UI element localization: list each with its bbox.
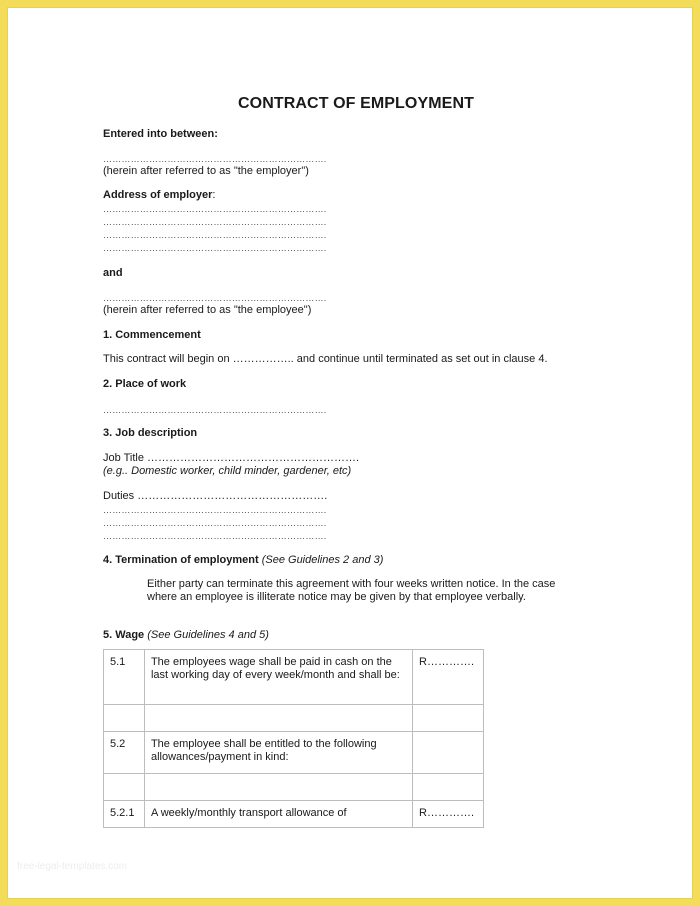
address-label: Address of employer (103, 189, 213, 201)
row-number: 5.2 (104, 732, 145, 774)
row-number (104, 705, 145, 732)
wage-ref: (See Guidelines 4 and 5) (147, 629, 269, 641)
row-amount: R…………. (413, 650, 484, 705)
employer-name-blank: ………………………………………………………………. (103, 154, 327, 164)
address-line-3: ………………………………………………………………. (103, 230, 327, 240)
commencement-heading: 1. Commencement (103, 329, 201, 341)
termination-heading: 4. Termination of employment (103, 554, 259, 566)
employer-note: (herein after referred to as "the employer") (103, 165, 309, 177)
employee-name-blank: ………………………………………………………………. (103, 293, 327, 303)
row-number: 5.2.1 (104, 801, 145, 828)
wage-heading: 5. Wage (103, 629, 145, 641)
job-example: (e.g.. Domestic worker, child minder, gardener, etc) (103, 465, 352, 477)
wage-heading-row (103, 629, 269, 642)
watermark-text: free-legal-templates.com (17, 861, 128, 872)
table-row (104, 732, 484, 774)
table-row (104, 650, 484, 705)
address-line-1: ………………………………………………………………. (103, 204, 327, 214)
entered-label: Entered into between: (103, 128, 218, 140)
employee-note: (herein after referred to as "the employee") (103, 304, 312, 316)
termination-ref: (See Guidelines 2 and 3) (261, 554, 384, 566)
wage-table (103, 649, 484, 828)
row-amount (413, 774, 484, 801)
address-label-row (103, 189, 215, 202)
address-colon: : (212, 189, 216, 201)
table-row (104, 705, 484, 732)
duties-line-3: ………………………………………………………………. (103, 531, 327, 541)
row-number: 5.1 (104, 650, 145, 705)
row-text: The employee shall be entitled to the following allowances/payment in kind: (144, 732, 412, 774)
job-title-line: Job Title …………………………………………………. (103, 452, 360, 464)
duties-line: Duties ……………………………………………. (103, 490, 328, 502)
duties-line-2: ………………………………………………………………. (103, 518, 327, 528)
place-heading: 2. Place of work (103, 378, 187, 390)
row-text: A weekly/monthly transport allowance of (144, 801, 412, 828)
row-text (144, 774, 412, 801)
document-title: CONTRACT OF EMPLOYMENT (238, 95, 474, 112)
commencement-text: This contract will begin on …………….. and continue until terminated as set out in clause 4. (103, 353, 548, 365)
and-label: and (103, 267, 123, 279)
address-line-2: ………………………………………………………………. (103, 217, 327, 227)
row-amount: R…………. (413, 801, 484, 828)
document-page (7, 7, 693, 899)
row-text (144, 705, 412, 732)
table-row (104, 801, 484, 828)
row-number (104, 774, 145, 801)
duties-line-1: ………………………………………………………………. (103, 505, 327, 515)
address-line-4: ………………………………………………………………. (103, 243, 327, 253)
place-blank: ………………………………………………………………. (103, 405, 327, 415)
row-text: The employees wage shall be paid in cash on the last working day of every week/month and shall be: (144, 650, 412, 705)
termination-text: Either party can terminate this agreement with four weeks written notice. In the case where an employee is illiterate notice may be given by that employee verbally. (147, 578, 556, 603)
job-heading: 3. Job description (103, 427, 198, 439)
row-amount (413, 732, 484, 774)
termination-heading-row (103, 554, 383, 567)
table-row (104, 774, 484, 801)
row-amount (413, 705, 484, 732)
